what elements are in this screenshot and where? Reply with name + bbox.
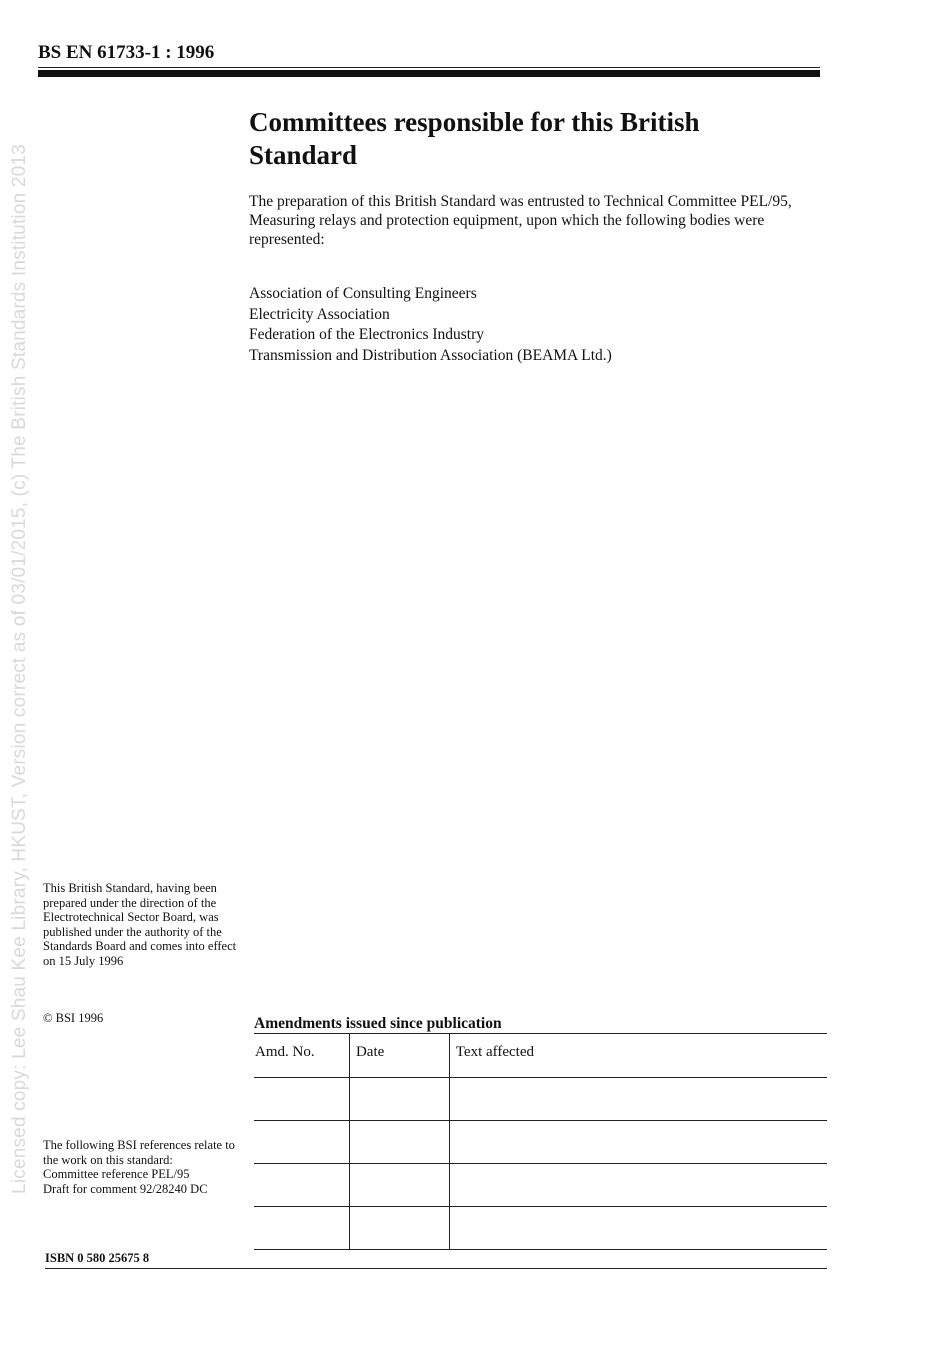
table-cell	[254, 1164, 349, 1207]
draft-reference: Draft for comment 92/28240 DC	[43, 1181, 208, 1196]
table-cell	[449, 1207, 827, 1250]
table-cell	[349, 1207, 449, 1250]
table-row	[254, 1207, 827, 1250]
table-cell	[449, 1078, 827, 1121]
table-cell	[349, 1078, 449, 1121]
bsi-references	[43, 1138, 243, 1196]
table-cell	[449, 1121, 827, 1164]
header-rule-thin	[38, 67, 820, 68]
list-item: Transmission and Distribution Association (BEAMA Ltd.)	[249, 346, 612, 364]
publication-note: This British Standard, having been prepared under the direction of the Electrotechnical Sector Board, was published under the authority of the Standards Board and comes into effect on 15 July 1996	[43, 881, 237, 968]
represented-bodies-list	[249, 284, 809, 366]
list-item: Association of Consulting Engineers	[249, 285, 477, 302]
header-rule-thick	[38, 70, 820, 77]
list-item: Federation of the Electronics Industry	[249, 326, 485, 343]
references-intro: The following BSI references relate to the work on this standard:	[43, 1138, 235, 1167]
license-watermark: Licensed copy: Lee Shau Kee Library, HKUST, Version correct as of 03/01/2015, (c) The British Standards Institution 2013	[9, 144, 30, 1194]
table-row	[254, 1078, 827, 1121]
header-amd-no: Amd. No.	[254, 1034, 349, 1078]
amendments-table	[254, 1033, 827, 1250]
isbn: ISBN 0 580 25675 8	[45, 1251, 150, 1265]
copyright-notice: © BSI 1996	[43, 1011, 104, 1025]
table-row	[254, 1121, 827, 1164]
footer-rule	[45, 1268, 827, 1269]
intro-paragraph: The preparation of this British Standard was entrusted to Technical Committee PEL/95, Measuring relays and protection equipment, upon which the following bodies were represented:	[249, 193, 792, 248]
page-title: Committees responsible for this British Standard	[249, 107, 700, 170]
table-cell	[449, 1164, 827, 1207]
table-cell	[254, 1121, 349, 1164]
table-row	[254, 1164, 827, 1207]
committee-reference: Committee reference PEL/95	[43, 1167, 190, 1181]
header-date: Date	[349, 1034, 449, 1078]
table-cell	[254, 1078, 349, 1121]
table-cell	[254, 1207, 349, 1250]
table-header-row	[254, 1034, 827, 1078]
amendments-title: Amendments issued since publication	[254, 1015, 502, 1032]
list-item: Electricity Association	[249, 305, 390, 323]
header-text-affected: Text affected	[449, 1034, 827, 1078]
table-cell	[349, 1164, 449, 1207]
document-id: BS EN 61733-1 : 1996	[38, 42, 215, 63]
table-cell	[349, 1121, 449, 1164]
